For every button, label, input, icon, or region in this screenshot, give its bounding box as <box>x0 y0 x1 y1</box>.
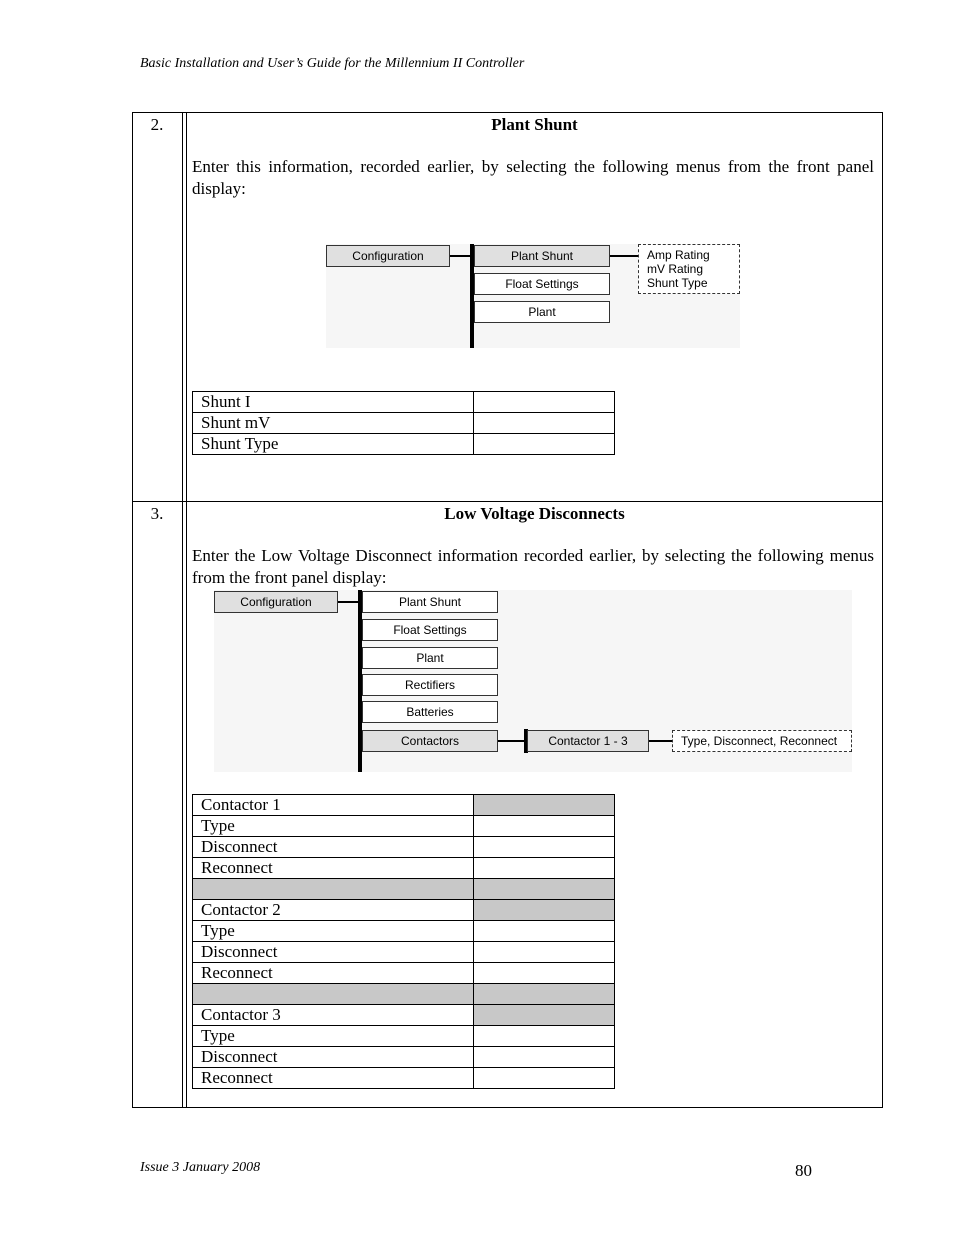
menu-box-float-settings: Float Settings <box>474 273 610 295</box>
value-cell <box>474 1005 615 1026</box>
value-cell[interactable] <box>474 413 615 434</box>
detail-item: Shunt Type <box>647 276 708 290</box>
footer-issue: Issue 3 January 2008 <box>140 1160 261 1175</box>
table-row <box>193 942 615 963</box>
table-row <box>193 1026 615 1047</box>
row-label: Reconnect <box>193 963 474 984</box>
value-cell <box>474 795 615 816</box>
running-header: Basic Installation and User’s Guide for the Millennium II Controller <box>140 56 525 71</box>
value-cell[interactable] <box>474 921 615 942</box>
row-label: Contactor 3 <box>193 1005 474 1026</box>
row-label: Disconnect <box>193 837 474 858</box>
value-cell[interactable] <box>474 392 615 413</box>
value-cell[interactable] <box>474 858 615 879</box>
menu-box-plant-shunt: Plant Shunt <box>474 245 610 267</box>
row-label: Contactor 2 <box>193 900 474 921</box>
table-row <box>193 900 615 921</box>
value-cell[interactable] <box>474 1026 615 1047</box>
table-row <box>193 879 615 900</box>
value-cell[interactable] <box>474 963 615 984</box>
table-row <box>193 837 615 858</box>
table-row <box>193 1068 615 1089</box>
menu-box-rectifiers: Rectifiers <box>362 674 498 696</box>
row-label: Shunt Type <box>193 434 474 455</box>
value-cell[interactable] <box>474 1047 615 1068</box>
connector-line <box>498 740 524 742</box>
value-cell[interactable] <box>474 942 615 963</box>
table-row <box>193 434 615 455</box>
column-divider-outer <box>182 112 183 1108</box>
table-row <box>193 1005 615 1026</box>
menu-box-contactor-range: Contactor 1 - 3 <box>527 730 649 752</box>
step-instruction: Enter this information, recorded earlier, by selecting the following menus from the front panel display: <box>192 157 874 198</box>
row-label: Shunt mV <box>193 413 474 434</box>
menu-box-contactors: Contactors <box>362 730 498 752</box>
column-divider-inner <box>186 112 187 1108</box>
menu-box-float-settings: Float Settings <box>362 619 498 641</box>
detail-item: mV Rating <box>647 262 704 276</box>
value-cell <box>474 879 615 900</box>
connector-line <box>610 255 638 257</box>
menu-box-configuration: Configuration <box>326 245 450 267</box>
value-cell <box>474 984 615 1005</box>
row-label: Reconnect <box>193 1068 474 1089</box>
menu-box-plant-shunt: Plant Shunt <box>362 591 498 613</box>
table-row <box>193 921 615 942</box>
detail-box-contactor-fields: Type, Disconnect, Reconnect <box>672 730 852 752</box>
step-title: Plant Shunt <box>491 115 578 134</box>
row-label <box>193 879 474 900</box>
page-number: 80 <box>795 1161 812 1180</box>
detail-box-shunt-fields <box>638 244 740 294</box>
row-label: Contactor 1 <box>193 795 474 816</box>
menu-box-batteries: Batteries <box>362 701 498 723</box>
connector-line <box>338 601 360 603</box>
row-label: Shunt I <box>193 392 474 413</box>
value-cell[interactable] <box>474 837 615 858</box>
row-label: Type <box>193 921 474 942</box>
menu-box-configuration: Configuration <box>214 591 338 613</box>
table-row <box>193 1047 615 1068</box>
connector-line <box>649 740 672 742</box>
menu-box-plant: Plant <box>362 647 498 669</box>
table-row <box>193 858 615 879</box>
row-label: Disconnect <box>193 1047 474 1068</box>
row-label: Type <box>193 1026 474 1047</box>
row-label: Type <box>193 816 474 837</box>
table-row <box>193 984 615 1005</box>
value-cell[interactable] <box>474 434 615 455</box>
row-label: Reconnect <box>193 858 474 879</box>
table-row <box>193 795 615 816</box>
step-number: 3. <box>150 504 164 523</box>
value-cell <box>474 900 615 921</box>
step-instruction: Enter the Low Voltage Disconnect information recorded earlier, by selecting the following menus from the front panel display: <box>192 546 874 587</box>
table-row <box>193 963 615 984</box>
row-label: Disconnect <box>193 942 474 963</box>
table-row <box>193 392 615 413</box>
step-title: Low Voltage Disconnects <box>444 504 625 523</box>
row-divider <box>132 501 883 502</box>
menu-box-plant: Plant <box>474 301 610 323</box>
table-row <box>193 816 615 837</box>
row-label <box>193 984 474 1005</box>
connector-line <box>450 255 472 257</box>
contactor-data-table <box>192 794 615 1089</box>
table-row <box>193 413 615 434</box>
value-cell[interactable] <box>474 816 615 837</box>
value-cell[interactable] <box>474 1068 615 1089</box>
step-number: 2. <box>150 115 164 134</box>
shunt-data-table <box>192 391 615 455</box>
detail-item: Amp Rating <box>647 248 710 262</box>
